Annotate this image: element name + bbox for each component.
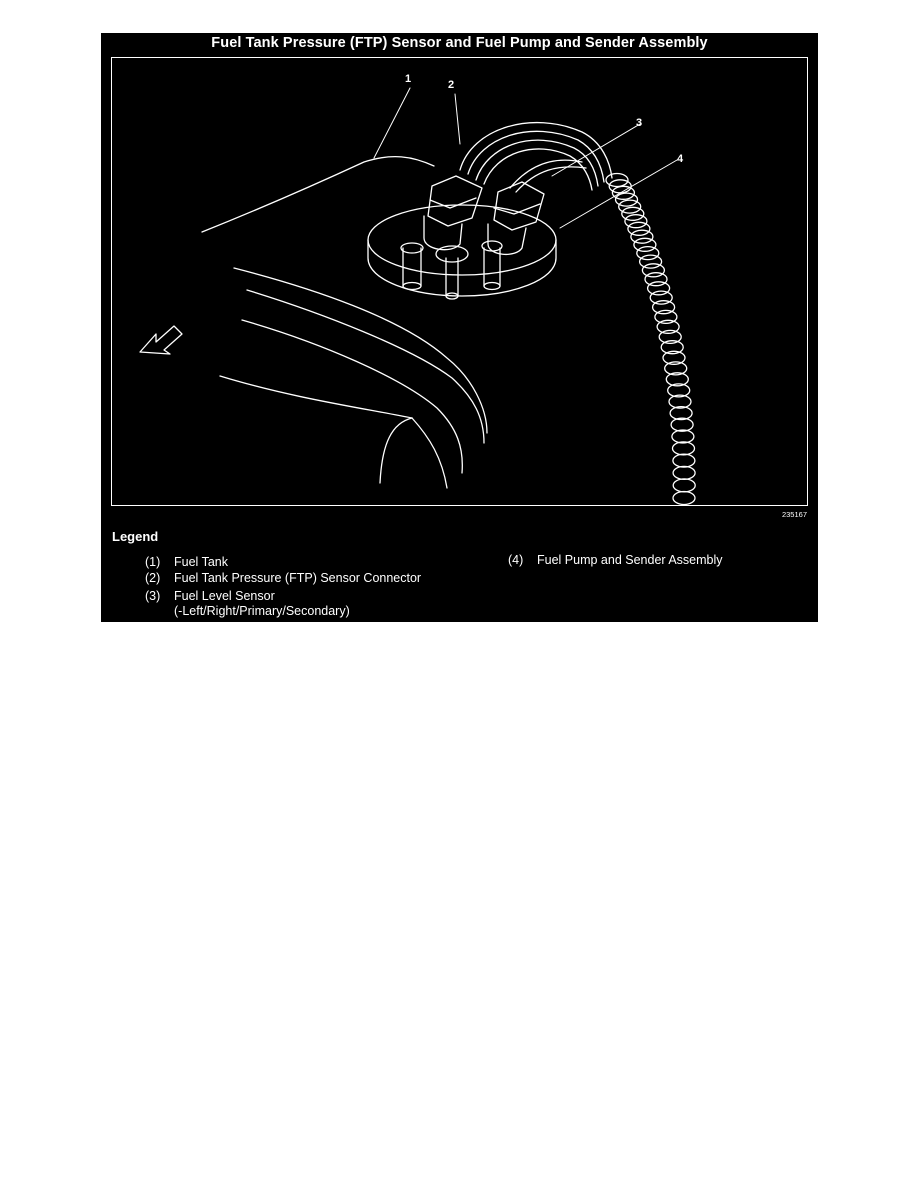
illustration-frame — [111, 57, 808, 506]
callout-1: 1 — [405, 73, 412, 85]
legend-item-fuel-tank: (1) Fuel Tank — [145, 555, 228, 569]
conduit-ring — [645, 273, 667, 286]
conduit-ring — [637, 247, 659, 260]
conduit-ring — [673, 466, 695, 479]
conduit-ring — [631, 230, 653, 243]
conduit-ring — [673, 479, 695, 492]
conduit-ring — [628, 222, 650, 235]
conduit-ring — [640, 255, 662, 268]
legend-title: Legend — [112, 529, 159, 544]
sender-flange — [368, 205, 556, 296]
callout-3: 3 — [636, 117, 643, 129]
conduit-ring — [642, 264, 664, 277]
fuel-tank-illustration — [112, 58, 809, 507]
conduit-ring — [648, 282, 670, 295]
conduit-ring — [673, 454, 695, 467]
diagram-figure — [101, 33, 818, 622]
wire-harness — [460, 123, 612, 192]
figure-title: Fuel Tank Pressure (FTP) Sensor and Fuel Pump and Sender Assembly — [211, 35, 708, 51]
forward-arrow-icon — [140, 326, 182, 354]
conduit-ring — [625, 215, 647, 228]
legend-item-fuel-level-sensor: (3) Fuel Level Sensor (-Left/Right/Primary/Secondary) — [145, 589, 350, 618]
legend-item-fuel-pump-sender: (4) Fuel Pump and Sender Assembly — [508, 553, 723, 567]
conduit-ring — [673, 442, 695, 455]
conduit-ring — [672, 430, 694, 443]
callout-2: 2 — [448, 79, 455, 91]
conduit-ring — [673, 492, 695, 505]
conduit-ring — [634, 238, 656, 251]
legend-item-ftp-sensor-connector: (2) Fuel Tank Pressure (FTP) Sensor Connector — [145, 571, 422, 585]
conduit-ring — [622, 207, 644, 220]
callout-4: 4 — [677, 153, 684, 165]
convoluted-conduit — [606, 174, 695, 505]
figure-id: 235167 — [781, 510, 807, 519]
ftp-sensor-connector — [424, 176, 482, 250]
